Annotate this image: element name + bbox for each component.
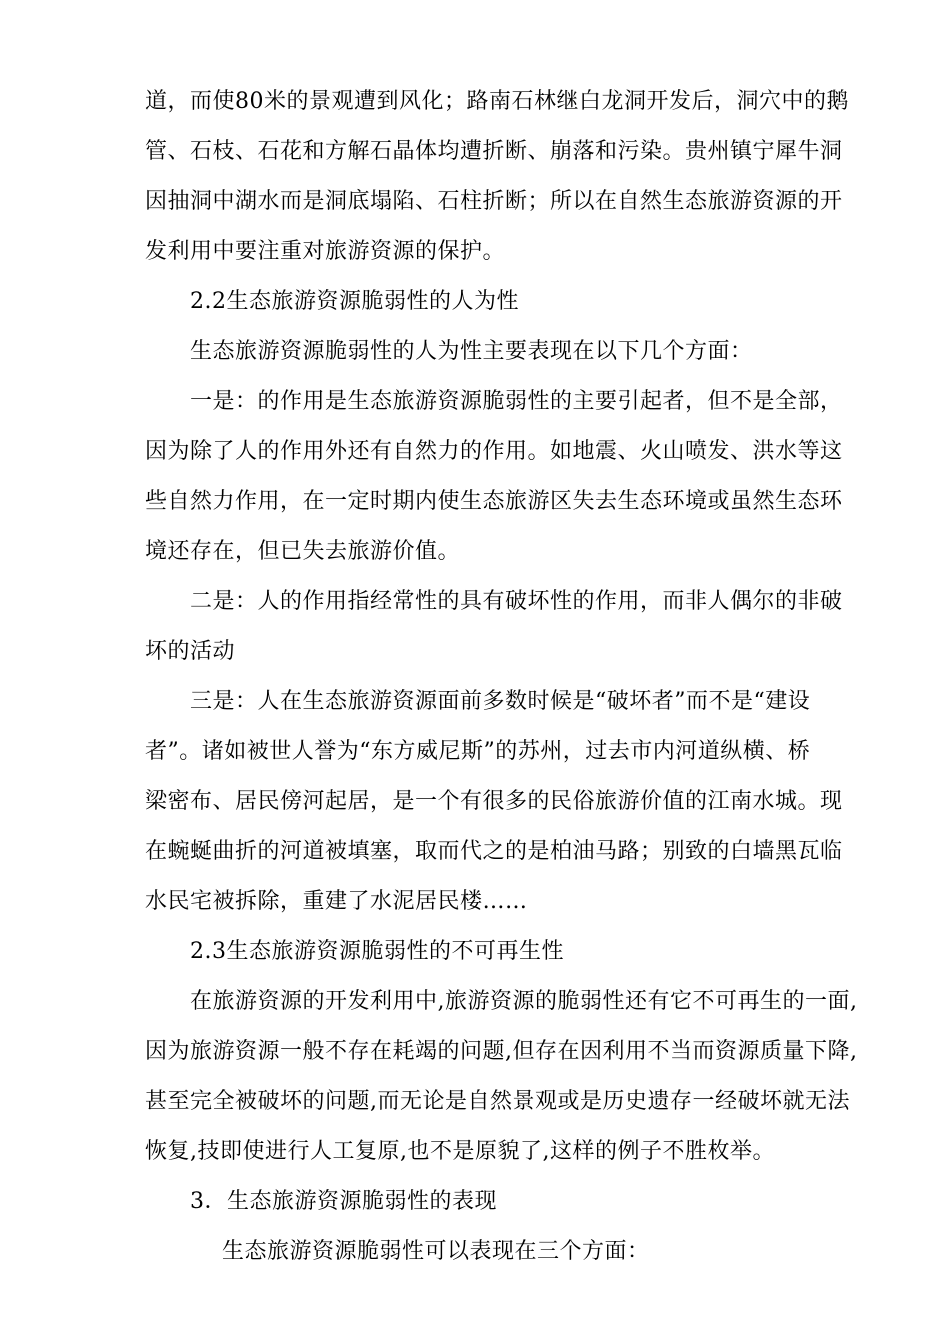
body-text-line: 些自然力作用，在一定时期内使生态旅游区失去生态环境或虽然生态环 [145, 489, 843, 514]
body-text-line: 在旅游资源的开发利用中,旅游资源的脆弱性还有它不可再生的一面, [190, 989, 858, 1014]
body-text-line: 在蜿蜒曲折的河道被填塞，取而代之的是柏油马路；别致的白墙黑瓦临 [145, 839, 843, 864]
body-text-line: 梁密布、居民傍河起居，是一个有很多的民俗旅游价值的江南水城。现 [145, 789, 843, 814]
body-text-line: 坏的活动 [145, 639, 236, 664]
body-text-line: 境还存在，但已失去旅游价值。 [145, 539, 461, 564]
body-text-line: 恢复,技即使进行人工复原,也不是原貌了,这样的例子不胜枚举。 [145, 1139, 775, 1164]
section-heading: 3．生态旅游资源脆弱性的表现 [190, 1189, 497, 1214]
body-text-line: 三是：人在生态旅游资源面前多数时候是“破坏者”而不是“建设 [190, 689, 811, 714]
body-text-line: 因抽洞中湖水而是洞底塌陷、石柱折断；所以在自然生态旅游资源的开 [145, 189, 843, 214]
body-text-line: 二是：人的作用指经常性的具有破坏性的作用，而非人偶尔的非破 [190, 589, 843, 614]
body-text-line: 道，而使80米的景观遭到风化；路南石林继白龙洞开发后，洞穴中的鹅 [145, 89, 849, 114]
body-text-line: 因为除了人的作用外还有自然力的作用。如地震、火山喷发、洪水等这 [145, 439, 843, 464]
body-text-line: 生态旅游资源脆弱性可以表现在三个方面： [222, 1239, 650, 1264]
body-text-line: 管、石枝、石花和方解石晶体均遭折断、崩落和污染。贵州镇宁犀牛洞 [145, 139, 843, 164]
body-text-line: 因为旅游资源一般不存在耗竭的问题,但存在因利用不当而资源质量下降, [145, 1039, 858, 1064]
body-text-line: 水民宅被拆除，重建了水泥居民楼…… [145, 889, 528, 914]
body-text-line: 发利用中要注重对旅游资源的保护。 [145, 239, 506, 264]
section-heading: 2.2生态旅游资源脆弱性的人为性 [190, 289, 519, 314]
body-text-line: 者”。诸如被世人誉为“东方威尼斯”的苏州，过去市内河道纵横、桥 [145, 739, 811, 764]
body-text-line: 甚至完全被破坏的问题,而无论是自然景观或是历史遗存一经破坏就无法 [145, 1089, 850, 1114]
body-text-line: 一是：的作用是生态旅游资源脆弱性的主要引起者，但不是全部， [190, 389, 843, 414]
body-text-line: 生态旅游资源脆弱性的人为性主要表现在以下几个方面： [190, 339, 753, 364]
section-heading: 2.3生态旅游资源脆弱性的不可再生性 [190, 939, 564, 964]
